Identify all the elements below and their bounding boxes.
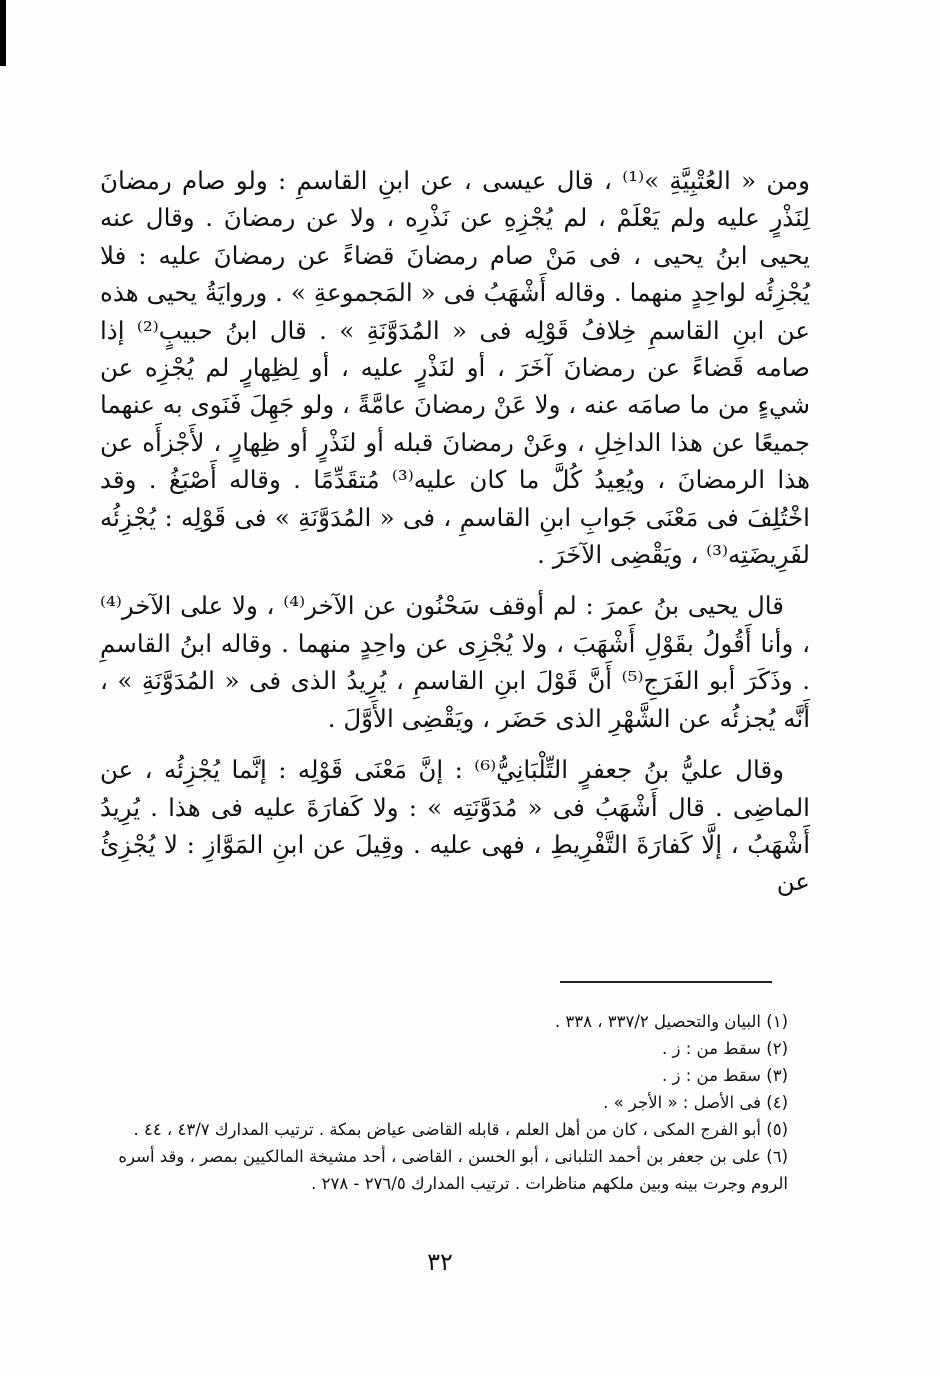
body-paragraph: ومن « العُتْبِيَّةِ »⁽¹⁾ ، قال عيسى ، عن ابنِ القاسمِ : ولو صام رمضانَ لِنَذْرٍ عليه ولم يَعْلَمْ ، لم يُجْزِهِ عن نَذْرِه ، ولا عن رمضانَ . وقال عنه يحيى ابنُ يحيى ، فى مَنْ صام رمضانَ قضاءً عن رمضانَ عليه : فلا يُجْزِئُه لواحِدٍ منهما . وقاله أَشْهَبُ فى « المَجموعةِ » . وروايَةُ يحيى هذه عن ابنِ القاسمِ خِلافُ قَوْلِه فى « المُدَوَّنَةِ » . قال ابنُ حبيبٍ⁽²⁾ إذا صامه قَضاءً عن رمضانَ آخَرَ ، أو لنَذْرٍ عليه ، أو لِظِهارٍ لم يُجْزِه عن شيءٍ من ما صامَه عنه ، ولا عَنْ رمضانَ عامَّةً ، ولو جَهِلَ فَنَوى به عنهما جميعًا عن هذا الداخِلِ ، وعَنْ رمضانَ قبله أو لنَذْرٍ أو ظِهارٍ ، لأَجْزأَه عن هذا الرمضانَ ، ويُعِيدُ كُلَّ ما كان عليه⁽³⁾ مُتقَدِّمًا . وقاله أَصْبَغُ . وقد اخْتُلِفَ فى مَعْنَى جَوابِ ابنِ القاسمِ ، فى « المُدَوَّنَةِ » فى قَوْلِه : يُجْزِئُه لفَرِيضَتِه⁽³⁾ ، ويَقْضِى الآخَرَ . bbox=[100, 166, 810, 570]
footnote: (٣) سقط من : ز . bbox=[662, 1066, 788, 1085]
footnote: (٥) أبو الفرج المكى ، كان من أهل العلم ، قابله القاضى عياض بمكة . ترتيب المدارك ٤٣/٧ ، ٤٤ . bbox=[133, 1120, 788, 1139]
main-text-block bbox=[100, 162, 810, 901]
footnote: (٤) فى الأصل : « الأجر » . bbox=[603, 1093, 788, 1112]
footnote: (١) البيان والتحصيل ٣٣٧/٢ ، ٣٣٨ . bbox=[554, 1012, 788, 1031]
footnote-separator bbox=[560, 981, 772, 983]
body-paragraph: قال يحيى بنُ عمرَ : لم أوقف سَحْنُون عن الآخر⁽⁴⁾ ، ولا على الآخر⁽⁴⁾ ، وأنا أَقُولُ بقَوْلِ أَشْهَبَ ، ولا يُجْزِى عن واحِدٍ منهما . وقاله ابنُ القاسمِ . وذَكَرَ أبو الفَرَجِ⁽⁵⁾ أَنَّ قَوْلَ ابنِ القاسمِ ، يُرِيدُ الذى فى « المُدَوَّنَةِ » ، أَنَّه يُجزئُه عن الشَّهْرِ الذى حَضَر ، ويَقْضِى الأَوَّلَ . bbox=[100, 591, 810, 733]
scan-edge-mark bbox=[0, 0, 6, 66]
body-paragraph: وقال عليُّ بنُ جعفرٍ التِّلْبَانِيُّ⁽⁶⁾ : إنَّ مَعْنَى قَوْلِه : إنَّما يُجْزِئُه ، عن الماضِى . قال أَشْهَبُ فى « مُدَوَّنَتِه » : ولا كَفارَةَ عليه فى هذا . يُرِيدُ أَشْهَبُ ، إلَّا كَفارَةَ التَّفْرِيطِ ، فهى عليه . وقِيلَ عن ابنِ المَوَّازِ : لا يُجْزِئُ عن bbox=[100, 755, 810, 897]
footnotes-block bbox=[98, 1008, 788, 1197]
page-number: ٣٢ bbox=[427, 1248, 453, 1276]
footnote: (٦) على بن جعفر بن أحمد التلبانى ، أبو الحسن ، القاضى ، أحد مشيخة المالكيين بمصر ، وقد أسره الروم وجرت بينه وبين ملكهم مناظرات . ترتيب المدارك ٢٧٦/٥ - ٢٧٨ . bbox=[118, 1147, 788, 1193]
footnote: (٢) سقط من : ز . bbox=[662, 1039, 788, 1058]
